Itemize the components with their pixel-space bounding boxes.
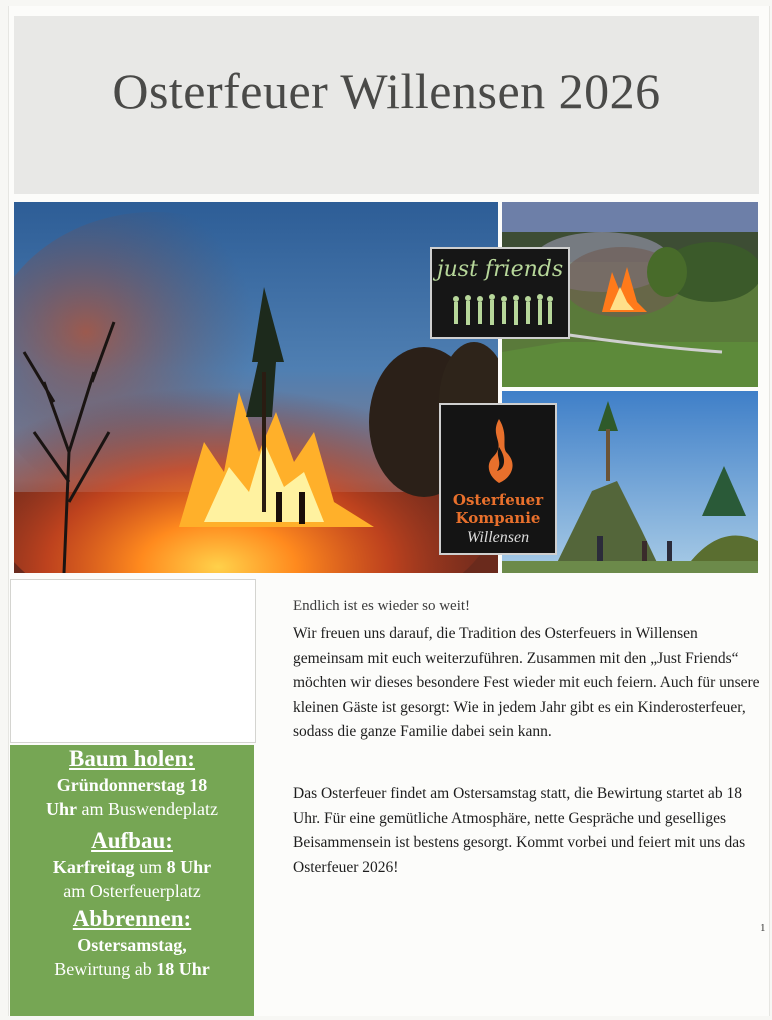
aufbau-um: um bbox=[134, 857, 167, 877]
schedule-box bbox=[10, 745, 254, 1016]
page-title: Osterfeuer Willensen 2026 bbox=[112, 63, 661, 119]
aufbau-day: Karfreitag bbox=[52, 857, 135, 877]
just-friends-logo-text: just friends bbox=[436, 257, 564, 282]
abbrennen-day: Ostersamstag, bbox=[77, 935, 187, 955]
aufbau-heading: Aufbau: bbox=[91, 828, 173, 853]
baum-holen-heading: Baum holen: bbox=[69, 746, 195, 771]
page-number: 1 bbox=[760, 922, 766, 934]
aufbau-time: 8 Uhr bbox=[166, 857, 212, 877]
just-friends-logo bbox=[430, 247, 570, 339]
flame-tree-icon bbox=[479, 417, 519, 485]
kompanie-logo-line2: Kompanie bbox=[455, 509, 541, 527]
baum-holen-date: Gründonnerstag 18 bbox=[56, 775, 208, 795]
title-band bbox=[14, 16, 759, 194]
schedule-aufbau bbox=[10, 827, 254, 903]
aufbau-place: am Osterfeuerplatz bbox=[63, 881, 201, 901]
abbrennen-heading: Abbrennen: bbox=[72, 906, 192, 931]
bonfire-photo bbox=[14, 202, 498, 573]
baum-holen-place: am Buswendeplatz bbox=[77, 799, 218, 819]
schedule-abbrennen bbox=[10, 905, 254, 981]
abbrennen-time: 18 Uhr bbox=[156, 959, 210, 979]
body-paragraph-2: Das Osterfeuer findet am Ostersamstag statt, die Bewirtung startet ab 18 Uhr. Für eine gemütliche Atmosphäre, nette Gespräche und geselliges Beisammensein ist bestens gesorgt. Kommt vorbei und feiert mit uns das Osterfeuer 2026! bbox=[293, 785, 746, 876]
schedule-baum-holen bbox=[10, 745, 254, 821]
blank-box bbox=[10, 579, 256, 743]
dancing-people-icon bbox=[450, 293, 554, 331]
kompanie-logo-line1: Osterfeuer bbox=[452, 491, 544, 509]
intro-text: Endlich ist es wieder so weit! bbox=[293, 598, 471, 614]
body-paragraph-1: Wir freuen uns darauf, die Tradition des Osterfeuers in Willensen gemeinsam mit euch weiterzuführen. Zusammen mit den „Just Friends“ möchten wir dieses besondere Fest wieder mit euch feiern. Auch für unsere kleinen Gäste ist gesorgt: Wie in jedem Jahr gibt es ein Kinderosterfeuer, sodass die ganze Familie dabei sein kann. bbox=[293, 625, 760, 740]
osterfeuer-kompanie-logo bbox=[439, 403, 557, 555]
kompanie-logo-line3: Willensen bbox=[466, 529, 530, 546]
abbrennen-bewirtung: Bewirtung ab bbox=[54, 959, 157, 979]
baum-holen-uhr: Uhr bbox=[46, 799, 78, 819]
